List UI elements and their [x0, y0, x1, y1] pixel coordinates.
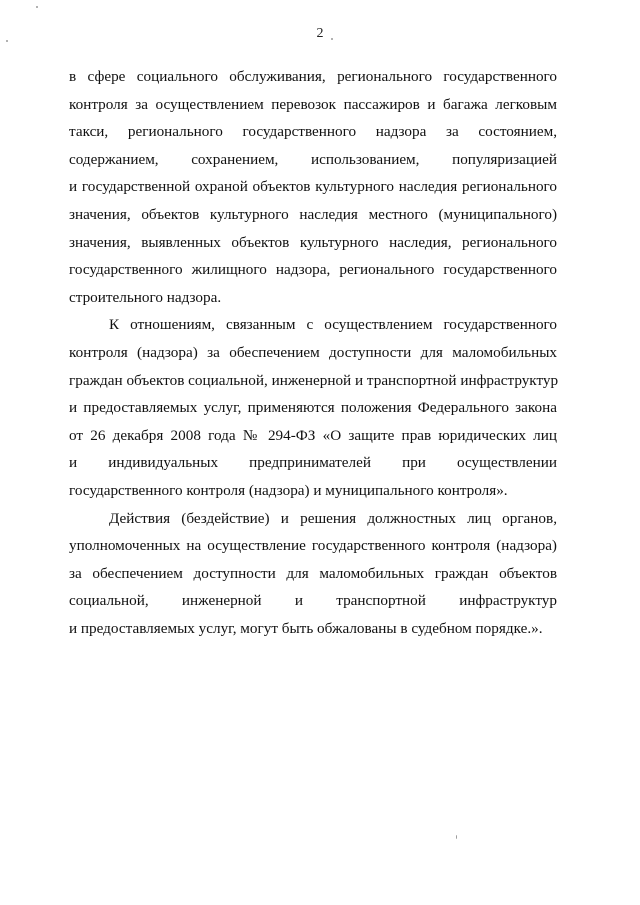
text-line: значения, объектов культурного наследия местного (муниципального) — [69, 205, 557, 223]
scan-speck — [331, 38, 333, 40]
page-number: 2 — [316, 26, 324, 41]
text-line: строительного надзора. — [69, 288, 222, 306]
text-line: государственного жилищного надзора, регионального государственного — [69, 261, 557, 279]
document-body — [69, 63, 557, 642]
text-line: граждан объектов социальной, инженерной и транспортной инфраструктур — [69, 371, 559, 389]
scan-speck — [456, 835, 457, 839]
text-line: от 26 декабря 2008 года № 294-ФЗ «О защите прав юридических лиц — [69, 426, 557, 444]
text-line: содержанием, сохранением, использованием, популяризацией — [69, 150, 557, 168]
paragraph — [69, 311, 557, 504]
text-line: и предоставляемых услуг, могут быть обжалованы в судебном порядке.». — [69, 619, 543, 637]
text-line: контроля (надзора) за обеспечением доступности для маломобильных — [69, 343, 557, 361]
text-line: уполномоченных на осуществление государственного контроля (надзора) — [69, 537, 557, 555]
text-line: за обеспечением доступности для маломобильных граждан объектов — [69, 564, 557, 582]
text-line: такси, регионального государственного надзора за состоянием, — [69, 123, 557, 141]
scan-speck — [6, 40, 8, 42]
text-line: значения, выявленных объектов культурного наследия, регионального — [69, 233, 557, 251]
scan-speck — [36, 6, 38, 8]
text-line: и предоставляемых услуг, применяются положения Федерального закона — [69, 399, 557, 417]
paragraph — [69, 63, 557, 311]
text-line: социальной, инженерной и транспортной инфраструктур — [69, 592, 557, 610]
paragraph — [69, 505, 557, 643]
text-line: К отношениям, связанным с осуществлением государственного — [109, 316, 557, 334]
text-line: и государственной охраной объектов культурного наследия регионального — [69, 178, 557, 196]
text-line: и индивидуальных предпринимателей при осуществлении — [69, 454, 557, 472]
text-line: Действия (бездействие) и решения должностных лиц органов, — [109, 509, 557, 527]
text-line: контроля за осуществлением перевозок пассажиров и багажа легковым — [69, 95, 557, 113]
text-line: государственного контроля (надзора) и муниципального контроля». — [69, 481, 508, 499]
text-line: в сфере социального обслуживания, регионального государственного — [69, 68, 557, 85]
